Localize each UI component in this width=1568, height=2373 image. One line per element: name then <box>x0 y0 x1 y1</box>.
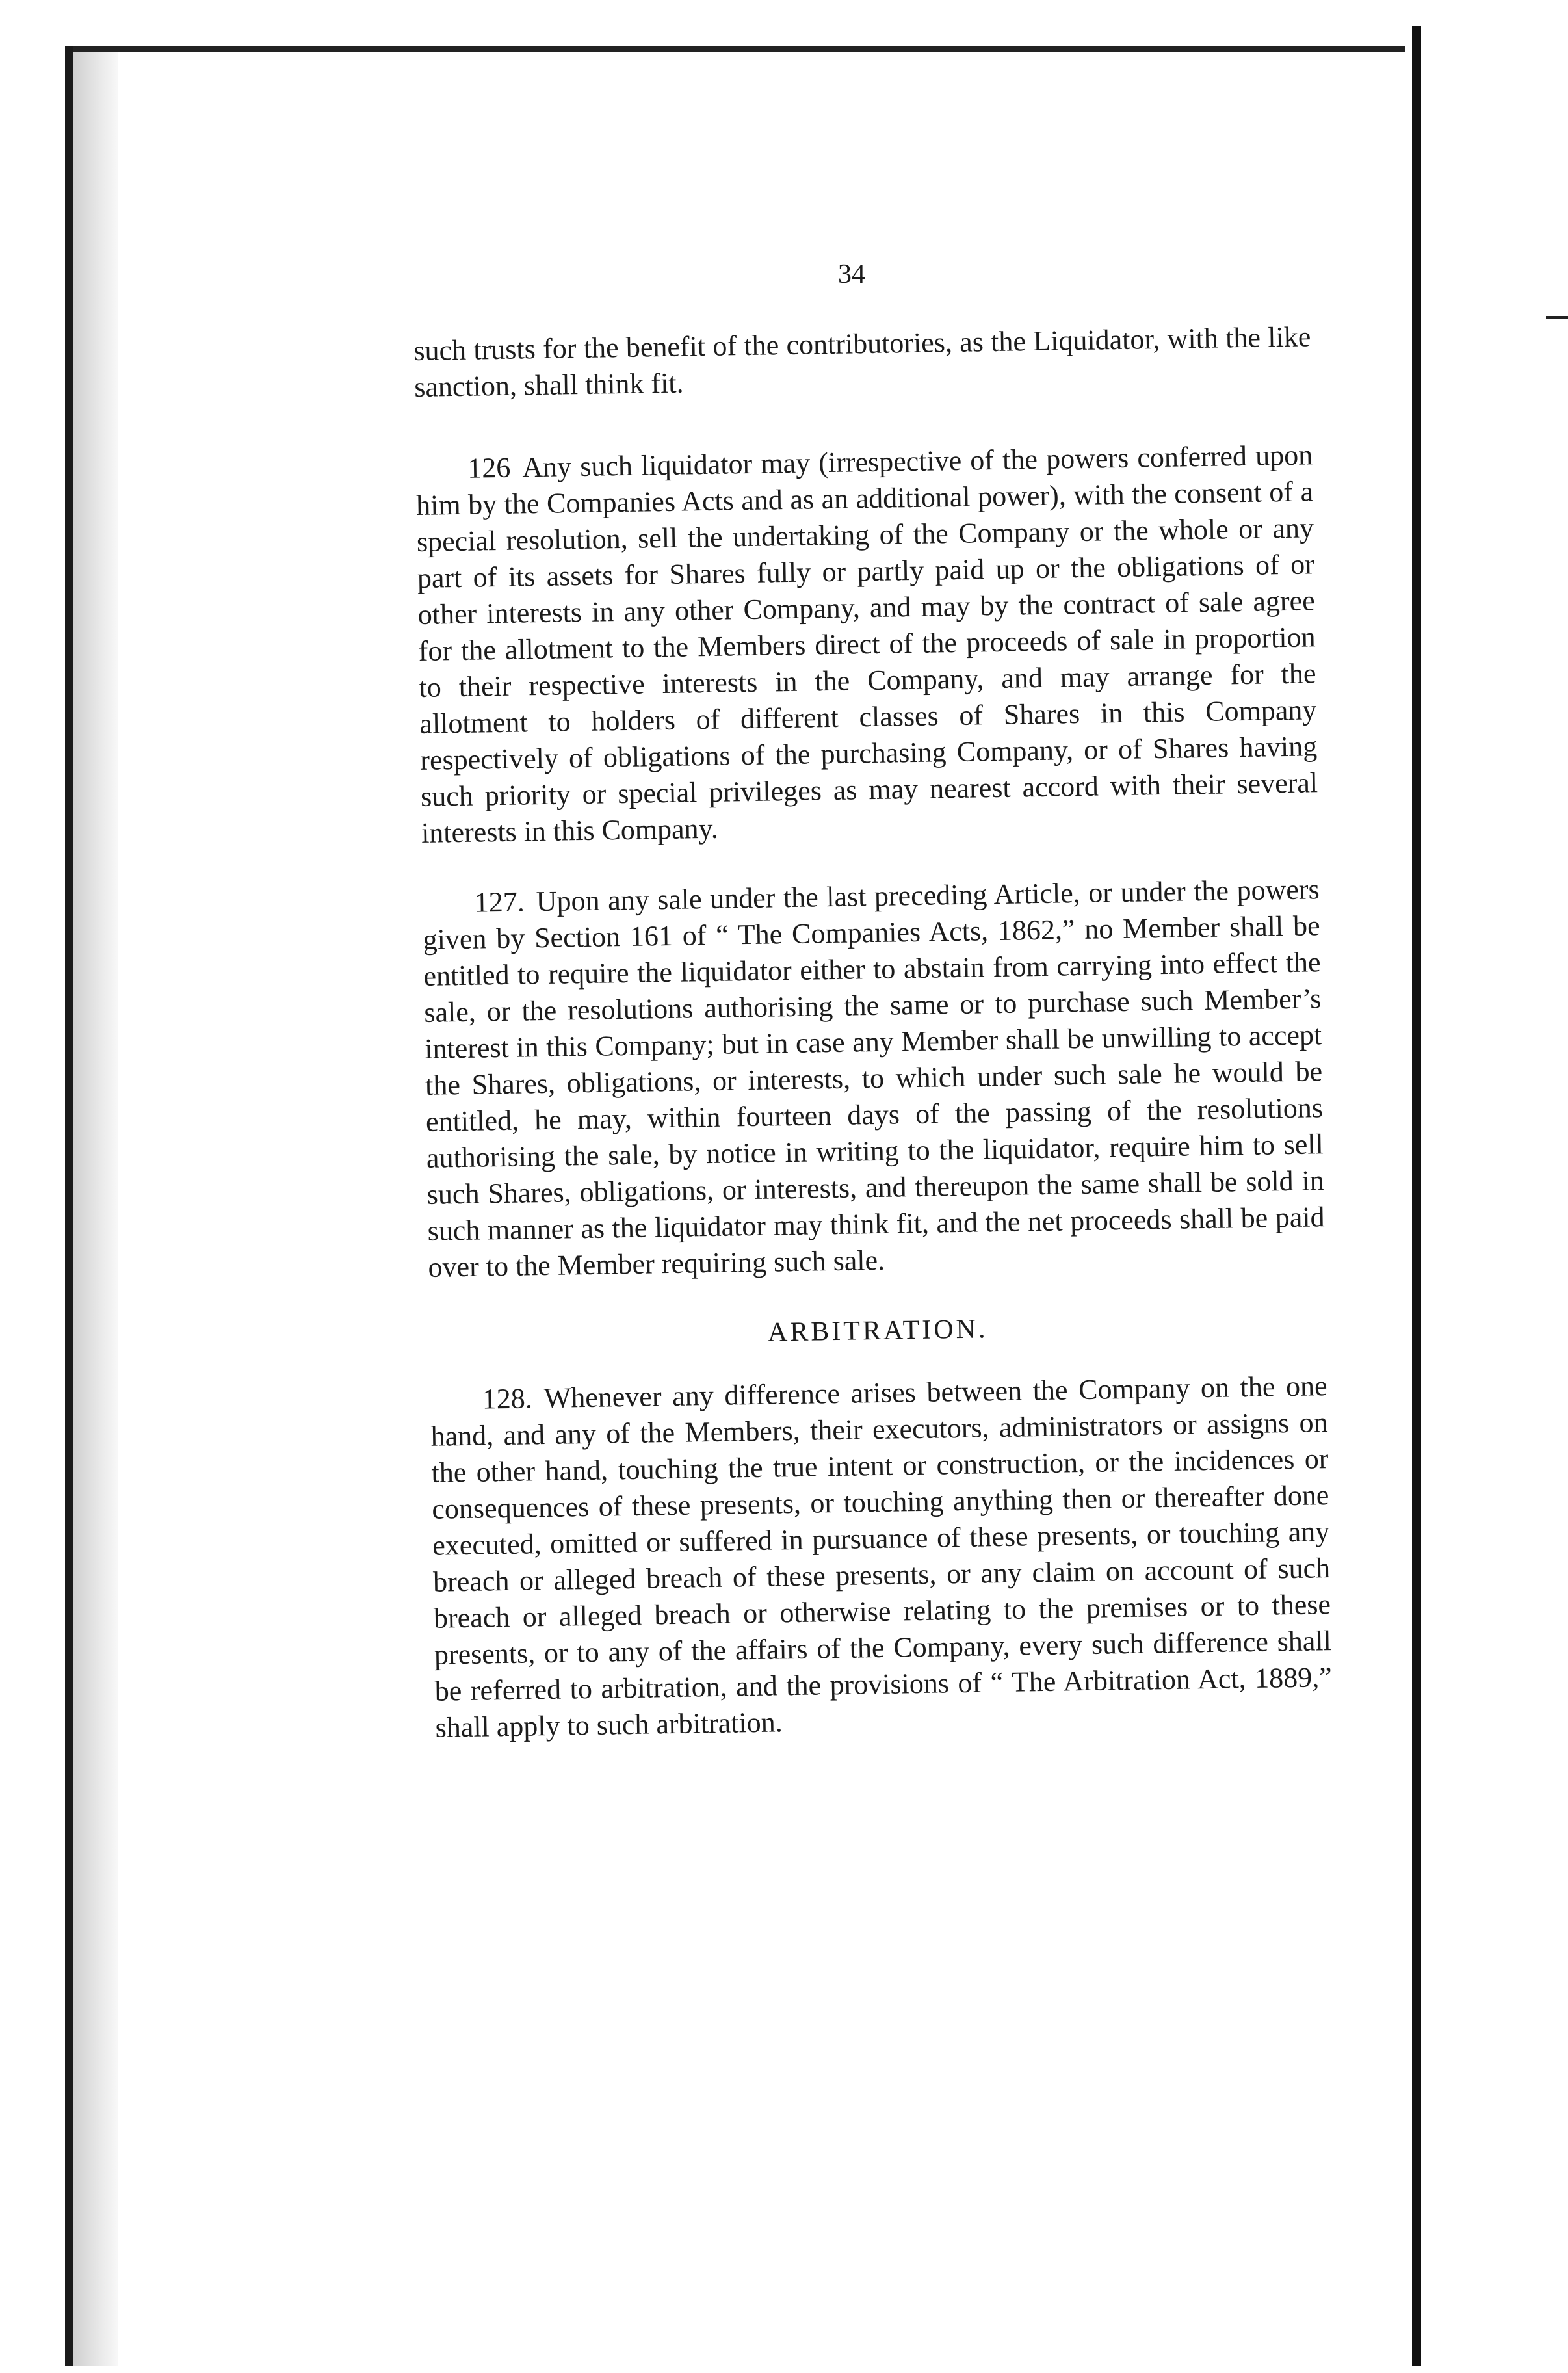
section-heading: ARBITRATION. <box>767 1314 988 1348</box>
paragraph-number: 128. <box>482 1382 533 1415</box>
paragraph-text: Any such liquidator may (irrespective of the powers conferred upon him by the Companies Acts and as an additional power), with the consent of a special resolution, sell the undertaking of the Company or the whole or any part of its assets for Shares fully or partly paid up or the obligations of or other interests in any other Company, and may by the contract of sale agree for the allotment to the Members direct of the proceeds of sale in proportion to their respective interests in the Company, and may arrange for the allotment to holders of different classes of Shares in this Company respectively of obligations of the purchasing Company, or of Shares having such priority or special privileges as may nearest accord with their several interests in this Company. <box>415 439 1318 849</box>
body-text <box>413 319 1333 1779</box>
paragraph-text: Upon any sale under the last preceding Article, or under the powers given by Section 161 of “ The Companies Acts, 1862,” no Member shall be entitled to require the liquidator either to abstain from carrying into effect the sale, or the resolutions authorising the same or to purchase such Member’s interest in this Company; but in case any Member shall be unwilling to accept the Shares, obligations, or interests, to which under such sale he would be entitled, he may, within fourteen days of the passing of the resolutions authorising the sale, by notice in writing to the liquidator, require him to sell such Shares, obligations, or interests, and thereupon the same shall be sold in such manner as the liquidator may think fit, and the net proceeds shall be paid over to the Member requiring such sale. <box>423 873 1325 1283</box>
paragraph-number: 127. <box>474 885 525 919</box>
page-edge-shadow <box>73 52 118 2366</box>
paragraph-continuation <box>413 319 1312 406</box>
page-number: 34 <box>838 259 865 289</box>
paragraph-126 <box>415 437 1319 852</box>
paragraph-text: Whenever any difference arises between the Company on the one hand, and any of the Members, their executors, administrators or assigns on the other hand, touching the true intent or construction, or the incidences or consequences of these presents, or touching anything then or thereafter done executed, omitted or suffered in pursuance of these presents, or touching any breach or alleged breach of these presents, or any claim on account of such breach or alleged breach or otherwise relating to the premises or to these presents, or to any of the affairs of the Company, every such difference shall be referred to arbitration, and the provisions of “ The Arbitration Act, 1889,” shall apply to such arbitration. <box>430 1370 1333 1744</box>
paragraph-number: 126 <box>467 451 511 484</box>
book-spine <box>1405 0 1425 2366</box>
paragraph-128 <box>430 1368 1333 1746</box>
adjacent-page <box>1425 26 1568 2366</box>
paragraph-127 <box>422 871 1326 1286</box>
adjacent-page-mark <box>1546 316 1568 319</box>
scan-left-border <box>0 0 72 2366</box>
paragraph-text: such trusts for the benefit of the contributories, as the Liquidator, with the like sanction, shall think fit. <box>413 321 1311 403</box>
